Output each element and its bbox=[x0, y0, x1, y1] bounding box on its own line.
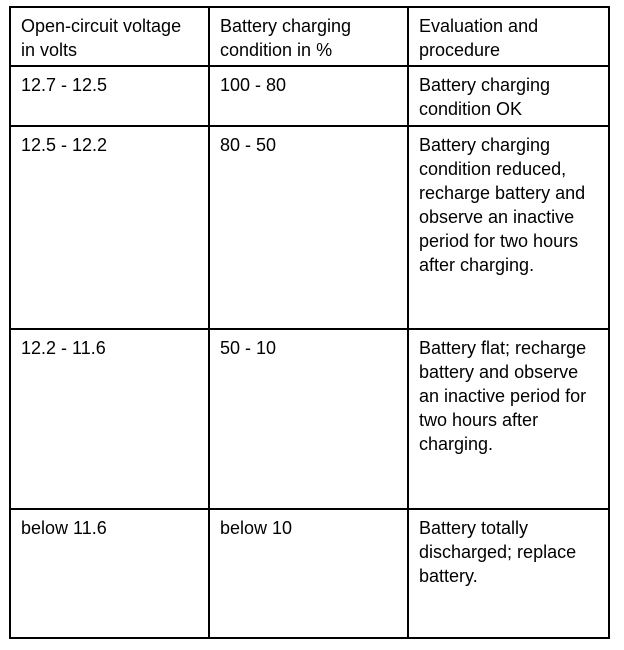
header-voltage: Open-circuit voltage in volts bbox=[10, 7, 209, 66]
evaluation-cell: Battery charging condition OK bbox=[408, 66, 609, 126]
charge-cell: below 10 bbox=[209, 509, 408, 638]
voltage-cell: 12.5 - 12.2 bbox=[10, 126, 209, 329]
table-header-row bbox=[10, 7, 609, 66]
charge-cell: 80 - 50 bbox=[209, 126, 408, 329]
evaluation-cell: Battery flat; recharge battery and observe an inactive period for two hours after charging. bbox=[408, 329, 609, 509]
evaluation-cell: Battery totally discharged; replace battery. bbox=[408, 509, 609, 638]
header-charge: Battery charging condition in % bbox=[209, 7, 408, 66]
voltage-cell: below 11.6 bbox=[10, 509, 209, 638]
battery-status-table bbox=[9, 6, 610, 639]
table-row bbox=[10, 66, 609, 126]
charge-cell: 50 - 10 bbox=[209, 329, 408, 509]
voltage-cell: 12.2 - 11.6 bbox=[10, 329, 209, 509]
table-row bbox=[10, 509, 609, 638]
table-row bbox=[10, 329, 609, 509]
table-row bbox=[10, 126, 609, 329]
header-evaluation: Evaluation and procedure bbox=[408, 7, 609, 66]
evaluation-cell: Battery charging condition reduced, recharge battery and observe an inactive period for two hours after charging. bbox=[408, 126, 609, 329]
charge-cell: 100 - 80 bbox=[209, 66, 408, 126]
voltage-cell: 12.7 - 12.5 bbox=[10, 66, 209, 126]
